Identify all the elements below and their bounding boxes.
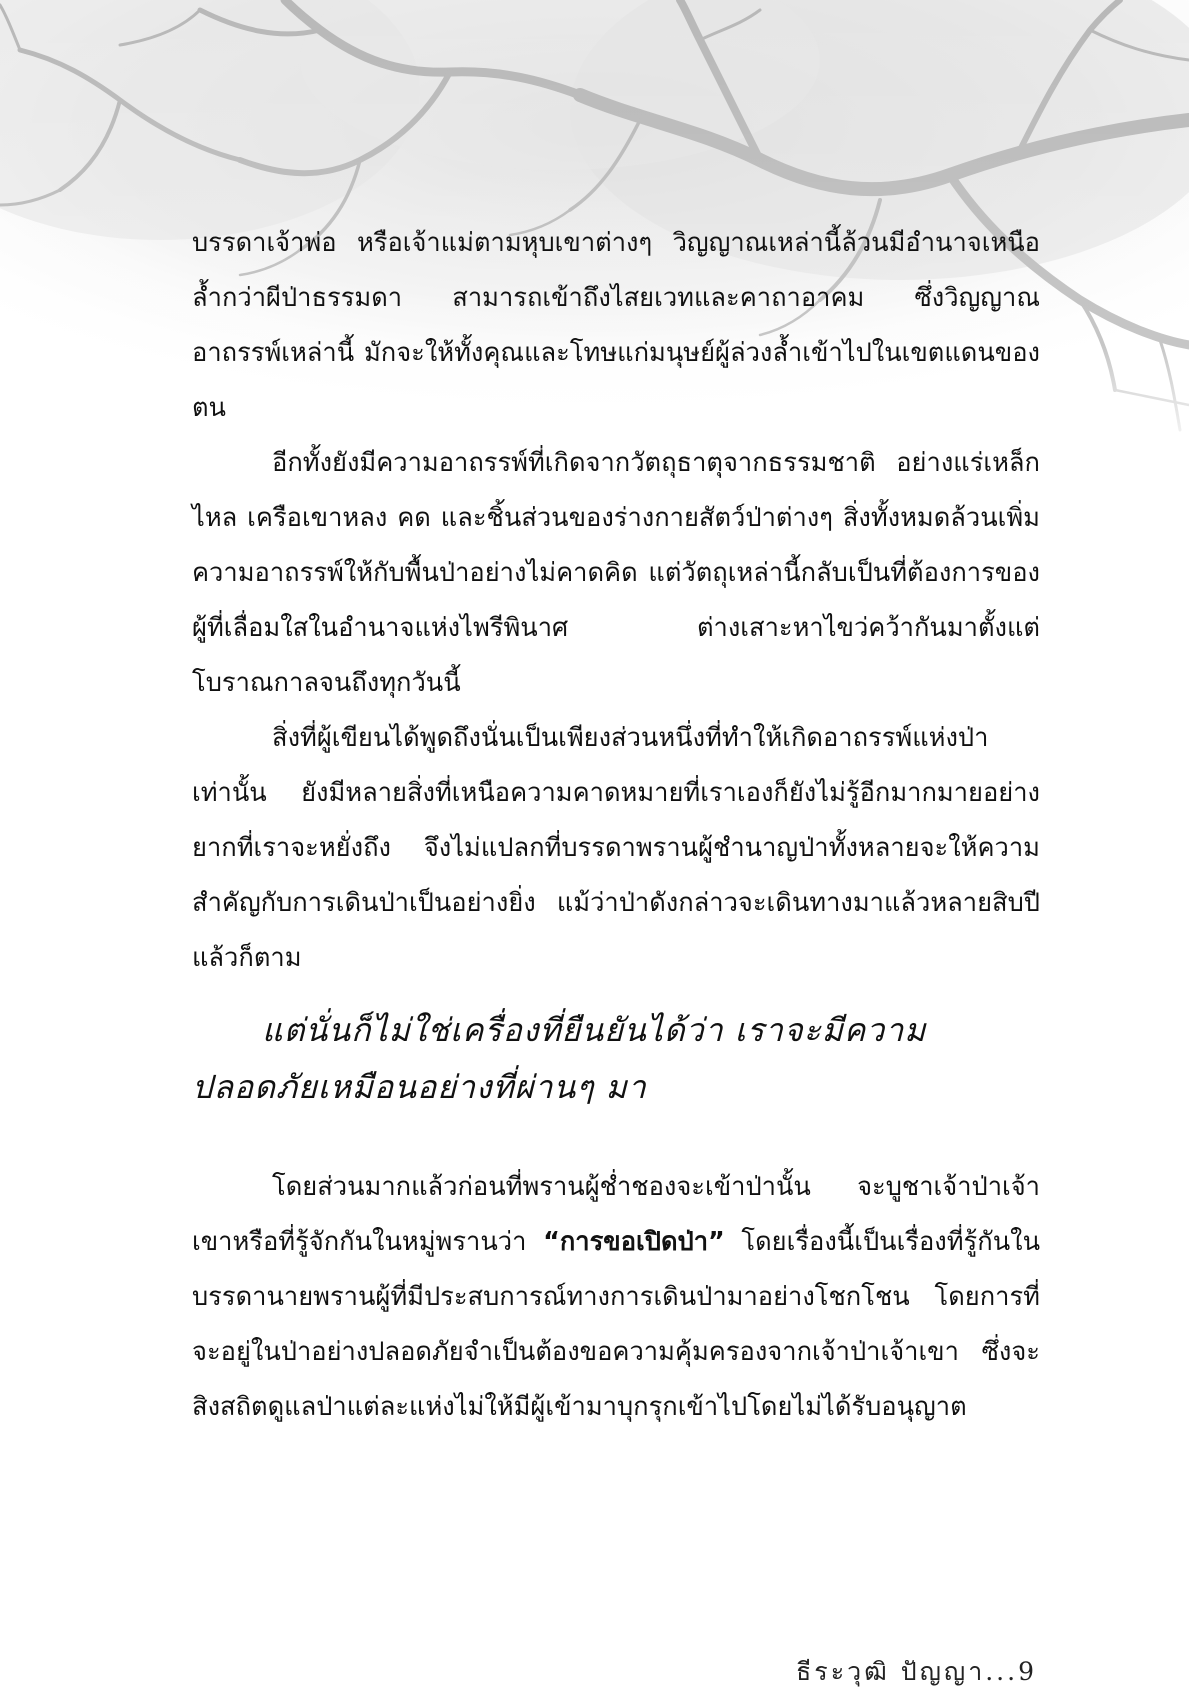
pull-quote-line-2: ปลอดภัยเหมือนอย่างที่ผ่านๆ มา <box>192 1068 647 1106</box>
body-text-section-1 <box>192 216 1040 986</box>
emphasis-term: “การขอเปิดป่า” <box>543 1227 725 1257</box>
body-text-section-2 <box>192 1160 1040 1435</box>
pull-quote-line-1: แต่นั่นก็ไม่ใช่เครื่องที่ยืนยันได้ว่า เราจะมีความ <box>262 1011 927 1049</box>
paragraph-4 <box>192 1160 1040 1435</box>
page-footer: ธีระวุฒิ ปัญญา...9 <box>796 1657 1037 1686</box>
paragraph-1: บรรดาเจ้าพ่อ หรือเจ้าแม่ตามหุบเขาต่างๆ วิญญาณเหล่านี้ล้วนมีอำนาจเหนือล้ำกว่าผีป่าธรรมดา สามารถเข้าถึงไสยเวทและคาถาอาคม ซึ่งวิญญาณอาถรรพ์เหล่านี้ มักจะให้ทั้งคุณและโทษแก่มนุษย์ผู้ล่วงล้ำเข้าไปในเขตแดนของตน <box>192 228 1040 423</box>
paragraph-3: สิ่งที่ผู้เขียนได้พูดถึงนั่นเป็นเพียงส่วนหนึ่งที่ทำให้เกิดอาถรรพ์แห่งป่าเท่านั้น ยังมีหลายสิ่งที่เหนือความคาดหมายที่เราเองก็ยังไม่รู้อีกมากมายอย่างยากที่เราจะหยั่งถึง จึงไม่แปลกที่บรรดาพรานผู้ชำนาญป่าทั้งหลายจะให้ความสำคัญกับการเดินป่าเป็นอย่างยิ่ง แม้ว่าป่าดังกล่าวจะเดินทางมาแล้วหลายสิบปีแล้วก็ตาม <box>192 723 1040 973</box>
paragraph-4-rest: โดยเรื่องนี้เป็นเรื่องที่รู้กันในบรรดานายพรานผู้ที่มีประสบการณ์ทางการเดินป่ามาอย่างโชกโชน โดยการที่จะอยู่ในป่าอย่างปลอดภัยจำเป็นต้องขอความคุ้มครองจากเจ้าป่าเจ้าเขา ซึ่งจะสิงสถิตดูแลป่าแต่ละแห่งไม่ให้มีผู้เข้ามาบุกรุกเข้าไปโดยไม่ได้รับอนุญาต <box>192 1227 1041 1422</box>
paragraph-2: อีกทั้งยังมีความอาถรรพ์ที่เกิดจากวัตถุธาตุจากธรรมชาติ อย่างแร่เหล็กไหล เครือเขาหลง คด และชิ้นส่วนของร่างกายสัตว์ป่าต่างๆ สิ่งทั้งหมดล้วนเพิ่มความอาถรรพ์ให้กับพื้นป่าอย่างไม่คาดคิด แต่วัตถุเหล่านี้กลับเป็นที่ต้องการของผู้ที่เลื่อมใสในอำนาจแห่งไพรีพินาศ ต่างเสาะหาไขว่คว้ากันมาตั้งแต่โบราณกาลจนถึงทุกวันนี้ <box>192 448 1040 698</box>
paragraph-4-lead: โดยส่วนมากแล้วก่อนที่พรานผู้ช่ำชองจะเข้าป่านั้น จะบูชาเจ้าป่าเจ้าเขาหรือที่รู้จักกันในหมู่พรานว่า <box>192 1172 1040 1257</box>
pull-quote <box>192 1002 1042 1116</box>
